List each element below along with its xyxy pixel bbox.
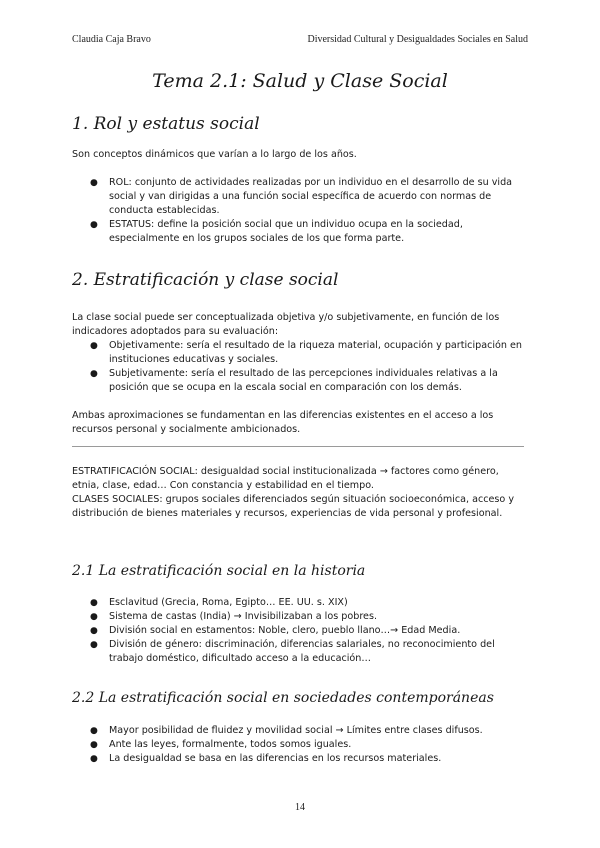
list-item: ● Esclavitud (Grecia, Roma, Egipto… EE. UU. s. XIX) [90,597,348,608]
list-item: ● Ante las leyes, formalmente, todos somos iguales. [90,739,352,750]
section-2-2-heading: 2.2 La estratificación social en sociedades contemporáneas [72,690,494,706]
header-subject: Diversidad Cultural y Desigualdades Sociales en Salud [307,34,528,45]
definition-estratificacion: ESTRATIFICACIÓN SOCIAL: desigualdad social institucionalizada → factores como género, etnia, clase, edad… Con constancia y estabilidad en el tiempo. [72,466,499,491]
section-2-1-heading: 2.1 La estratificación social en la historia [72,563,366,579]
list-item: ● Subjetivamente: sería el resultado de las percepciones individuales relativas a la posición que se ocupa en la escala social en comparación con los demás. [90,368,498,393]
document-title: Tema 2.1: Salud y Clase Social [152,70,448,92]
list-item: ● ESTATUS: define la posición social que un individuo ocupa en la sociedad, especialmente en los grupos sociales de los que forma parte. [90,219,463,244]
section-2-1-list [72,596,528,666]
section-2-intro: La clase social puede ser conceptualizada objetiva y/o subjetivamente, en función de los indicadores adoptados para su evaluación: [72,312,500,337]
bullet-icon: ● [90,178,98,188]
bullet-icon: ● [90,640,98,650]
list-item: ● La desigualdad se basa en las diferencias en los recursos materiales. [90,753,442,764]
page-header [72,34,528,45]
section-2-list [72,339,528,395]
list-item: ● Sistema de castas (India) → Invisibilizaban a los pobres. [90,611,378,622]
bullet-icon: ● [90,754,98,764]
list-item: ● Objetivamente: sería el resultado de la riqueza material, ocupación y participación en instituciones educativas y sociales. [90,340,523,365]
bullet-icon: ● [90,726,98,736]
page-number: 14 [295,802,305,813]
horizontal-divider [72,446,524,447]
section-2-heading: 2. Estratificación y clase social [72,270,339,290]
list-item: ● División social en estamentos: Noble, clero, pueblo llano…→ Edad Media. [90,625,461,636]
bullet-icon: ● [90,341,98,351]
bullet-icon: ● [90,220,98,230]
list-item: ● ROL: conjunto de actividades realizadas por un individuo en el desarrollo de su vida social y van dirigidas a una función social específica de acuerdo con normas de conducta establecidas. [90,177,513,216]
bullet-icon: ● [90,598,98,608]
bullet-icon: ● [90,369,98,379]
section-2-closing: Ambas aproximaciones se fundamentan en las diferencias existentes en el acceso a los recursos personal y socialmente ambicionados. [72,410,494,435]
section-1-heading: 1. Rol y estatus social [72,114,260,134]
bullet-icon: ● [90,612,98,622]
section-2-2-list [72,724,528,766]
bullet-icon: ● [90,626,98,636]
section-1-intro: Son conceptos dinámicos que varían a lo largo de los años. [72,149,357,160]
section-1-list [72,176,528,246]
definition-clases-sociales: CLASES SOCIALES: grupos sociales diferenciados según situación socioeconómica, acceso y distribución de bienes materiales y recursos, experiencias de vida personal y profesional. [72,494,515,519]
header-author: Claudia Caja Bravo [72,34,151,45]
list-item: ● División de género: discriminación, diferencias salariales, no reconocimiento del trabajo doméstico, dificultado acceso a la educación… [90,639,495,664]
list-item: ● Mayor posibilidad de fluidez y movilidad social → Límites entre clases difusos. [90,725,483,736]
bullet-icon: ● [90,740,98,750]
